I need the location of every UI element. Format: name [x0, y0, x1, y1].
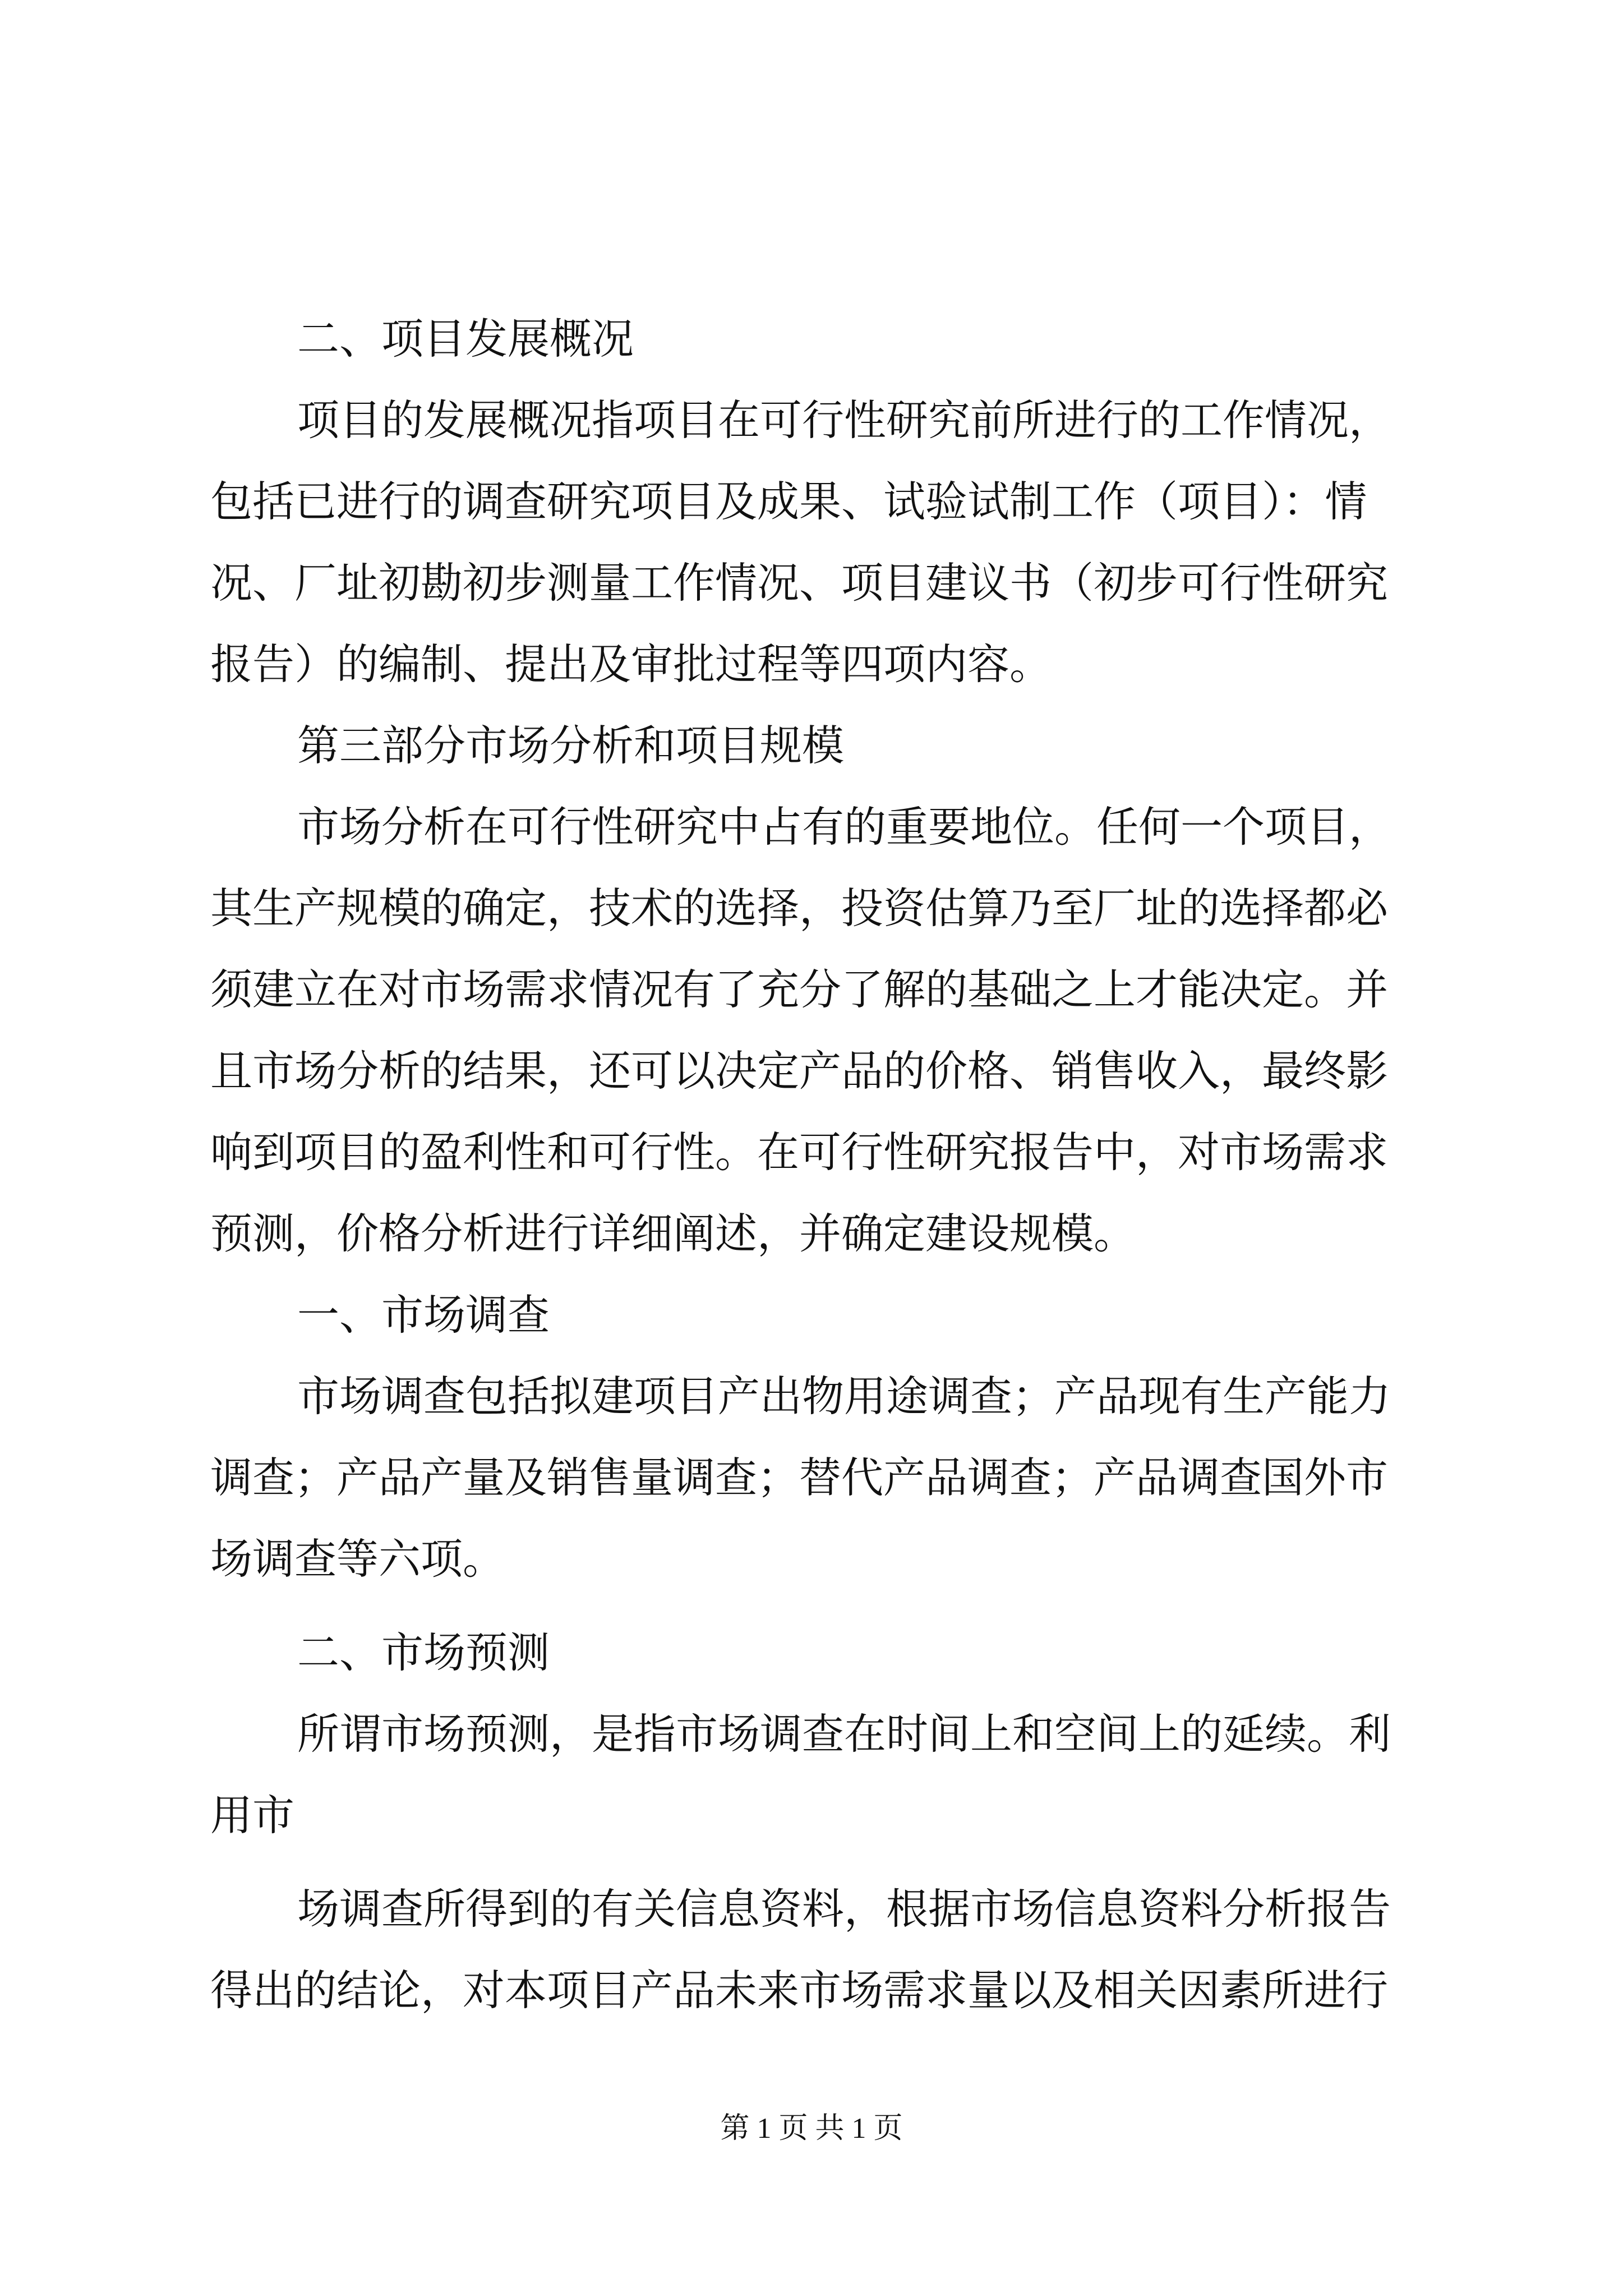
text-line: 用市: [210, 1791, 295, 1840]
paragraph-market-analysis: [210, 786, 1416, 1274]
text-line: 得出的结论，对本项目产品未来市场需求量以及相关因素所进行: [210, 1966, 1389, 2015]
text-line: 项目的发展概况指项目在可行性研究前所进行的工作情况，: [297, 395, 1391, 445]
paragraph-project-overview: [210, 380, 1416, 705]
text-line: 预测，价格分析进行详细阐述，并确定建设规模。: [210, 1209, 1136, 1258]
text-line: 须建立在对市场需求情况有了充分了解的基础之上才能决定。并: [210, 965, 1389, 1014]
text-line: 包括已进行的调查研究项目及成果、试验试制工作（项目）：情: [210, 477, 1367, 526]
text-line: 且市场分析的结果，还可以决定产品的价格、销售收入，最终影: [210, 1046, 1389, 1096]
text-line: 市场分析在可行性研究中占有的重要地位。任何一个项目，: [297, 802, 1391, 852]
paragraph-gap: [210, 1856, 1416, 1869]
text-line: 市场调查包括拟建项目产出物用途调查；产品现有生产能力: [297, 1372, 1391, 1421]
paragraph-market-forecast-continued: [210, 1869, 1416, 2031]
text-line: 所谓市场预测，是指市场调查在时间上和空间上的延续。利: [297, 1709, 1391, 1759]
document-body: [210, 298, 1416, 2031]
paragraph-gap: [210, 1600, 1416, 1612]
text-line: 场调查所得到的有关信息资料，根据市场信息资料分析报告: [297, 1884, 1391, 1934]
paragraph-market-survey: [210, 1356, 1416, 1600]
page-number-footer: 第 1 页 共 1 页: [720, 2113, 903, 2145]
text-line: 响到项目的盈利性和可行性。在可行性研究报告中，对市场需求: [210, 1128, 1389, 1177]
paragraph-market-forecast: [210, 1694, 1416, 1856]
section-heading: 二、市场预测: [297, 1628, 550, 1677]
text-line: 况、厂址初勘初步测量工作情况、项目建议书（初步可行性研究: [210, 558, 1389, 608]
text-line: 场调查等六项。: [210, 1534, 505, 1584]
section-heading: 二、项目发展概况: [297, 314, 634, 364]
part-heading: 第三部分市场分析和项目规模: [297, 721, 845, 770]
text-line: 调查；产品产量及销售量调查；替代产品调查；产品调查国外市: [210, 1453, 1389, 1502]
section-heading: 一、市场调查: [297, 1290, 550, 1340]
text-line: 报告）的编制、提出及审批过程等四项内容。: [210, 639, 1052, 689]
text-line: 其生产规模的确定，技术的选择，投资估算乃至厂址的选择都必: [210, 884, 1389, 933]
